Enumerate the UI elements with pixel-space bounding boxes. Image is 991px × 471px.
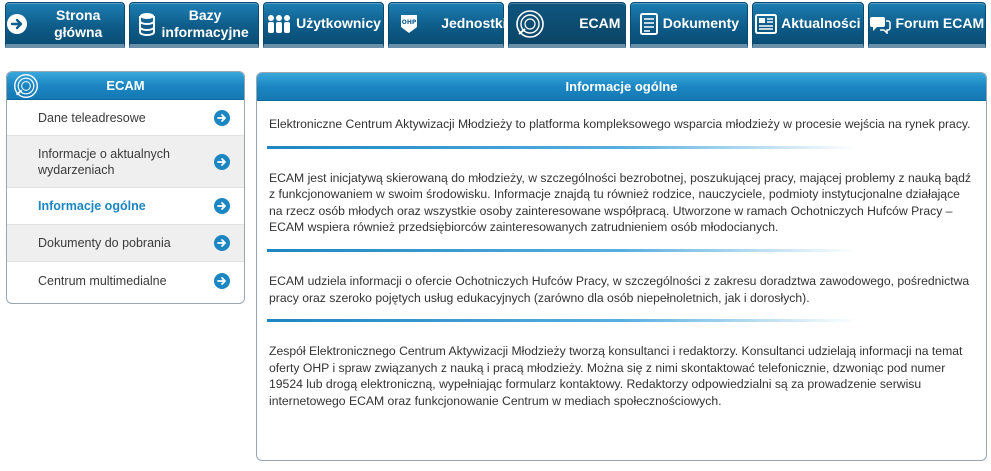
content-header: [257, 73, 986, 101]
arrow-right-icon: [214, 235, 230, 251]
tab-bazy-informacyjne[interactable]: [129, 2, 258, 48]
arrow-right-icon: [214, 110, 230, 126]
sidebar-item-label: Centrum multimedialne: [38, 273, 167, 288]
tab-uzytkownicy[interactable]: [263, 2, 384, 48]
tab-label: Użytkownicy: [296, 15, 381, 31]
ecam-logo-icon: [515, 9, 545, 39]
tab-jednostki[interactable]: [388, 2, 507, 48]
tab-aktualnosci[interactable]: [752, 2, 863, 48]
paragraph-team: Zespół Elektronicznego Centrum Aktywizacji Młodzieży tworzą konsultanci i redaktorzy. Konsultanci udzielają informacji na temat oferty OHP i spraw związanych z nauką i pracą młodzieży. Można się z nimi skontaktować telefonicznie, dzwoniąc pod numer 19524 lub drogą elektroniczną, wypełniając formularz kontaktowy. Redaktorzy odpowiedzialni są za prowadzenie serwisu internetowego ECAM oraz funkcjonowanie Centrum w mediach społecznościowych.: [269, 344, 963, 408]
tab-label: Forum ECAM: [895, 15, 985, 31]
page-title: Informacje ogólne: [565, 79, 678, 94]
sidebar-title: ECAM: [106, 78, 145, 93]
top-nav: [5, 2, 986, 48]
sidebar-item-dane-teleadresowe[interactable]: [7, 100, 244, 136]
arrow-right-icon: [214, 198, 230, 214]
sidebar-item-label: Dokumenty do pobrania: [38, 236, 171, 250]
content-panel: [256, 72, 987, 461]
forum-bubble-icon: [869, 14, 891, 34]
paragraph-about: ECAM jest inicjatywą skierowaną do młodzieży, w szczególności bezrobotnej, poszukującej pracy, mającej problemy z nauką bądź z funkcjonowaniem w swoim środowisku. Informacje znajdą tu również rodzice, nauczyciele, podmioty instytucjonalne działające na rzecz osób młodych oraz wszystkie osoby zainteresowane współpracą. Utworzone w ramach Ochotniczych Hufców Pracy – ECAM wspiera również przedsiębiorców zainteresowanych zatrudnieniem osób młodocianych.: [269, 170, 972, 235]
sidebar-item-informacje-ogolne[interactable]: [7, 188, 244, 225]
sidebar-panel: [6, 71, 245, 304]
tab-strona-glowna[interactable]: [5, 2, 125, 48]
tab-label: Dokumenty: [662, 15, 740, 31]
sidebar-item-label: Informacje ogólne: [38, 199, 146, 213]
sidebar-item-label: Dane teleadresowe: [38, 110, 146, 125]
section-divider: [267, 146, 857, 149]
arrow-right-icon: [214, 273, 230, 289]
tab-label: Aktualności: [781, 15, 861, 31]
sidebar-item-informacje-o-wydarzeniach[interactable]: [7, 136, 244, 188]
tab-dokumenty[interactable]: [630, 2, 748, 48]
tab-forum-ecam[interactable]: [868, 2, 986, 48]
tab-ecam[interactable]: [508, 2, 625, 48]
section-divider: [267, 249, 857, 252]
tab-label: Bazy informacyjne: [161, 6, 249, 40]
sidebar-header: [7, 72, 244, 100]
sidebar-item-centrum-multimedialne[interactable]: [7, 262, 244, 299]
database-icon: [138, 12, 156, 36]
tab-label: Strona główna: [54, 6, 103, 40]
ecam-logo-icon: [13, 73, 39, 99]
sidebar-list: [7, 100, 244, 299]
document-icon: [639, 13, 659, 35]
sidebar-item-dokumenty-do-pobrania[interactable]: [7, 225, 244, 262]
svg-text:OHP: OHP: [401, 18, 417, 26]
news-icon: [755, 14, 777, 34]
paragraph-intro: Elektroniczne Centrum Aktywizacji Młodzieży to platforma kompleksowego wsparcia młodzieży w procesie wejścia na rynek pracy.: [269, 117, 971, 131]
paragraph-offer: ECAM udziela informacji o ofercie Ochotniczych Hufców Pracy, w szczególności z zakresu doradztwa zawodowego, pośrednictwa pracy oraz szeroko pojętych usług edukacyjnych (zarówno dla osób niepełnoletnich, jak i dorosłych).: [269, 273, 970, 305]
tab-label: Jednostki: [441, 15, 507, 31]
arrow-right-icon: [214, 154, 230, 170]
section-divider: [267, 319, 857, 322]
arrow-right-circle-icon: [6, 13, 28, 35]
tab-label: ECAM: [579, 15, 621, 31]
users-icon: [266, 14, 292, 34]
sidebar-item-label: Informacje o aktualnych wydarzeniach: [38, 146, 171, 177]
ohp-logo-icon: [399, 13, 419, 35]
